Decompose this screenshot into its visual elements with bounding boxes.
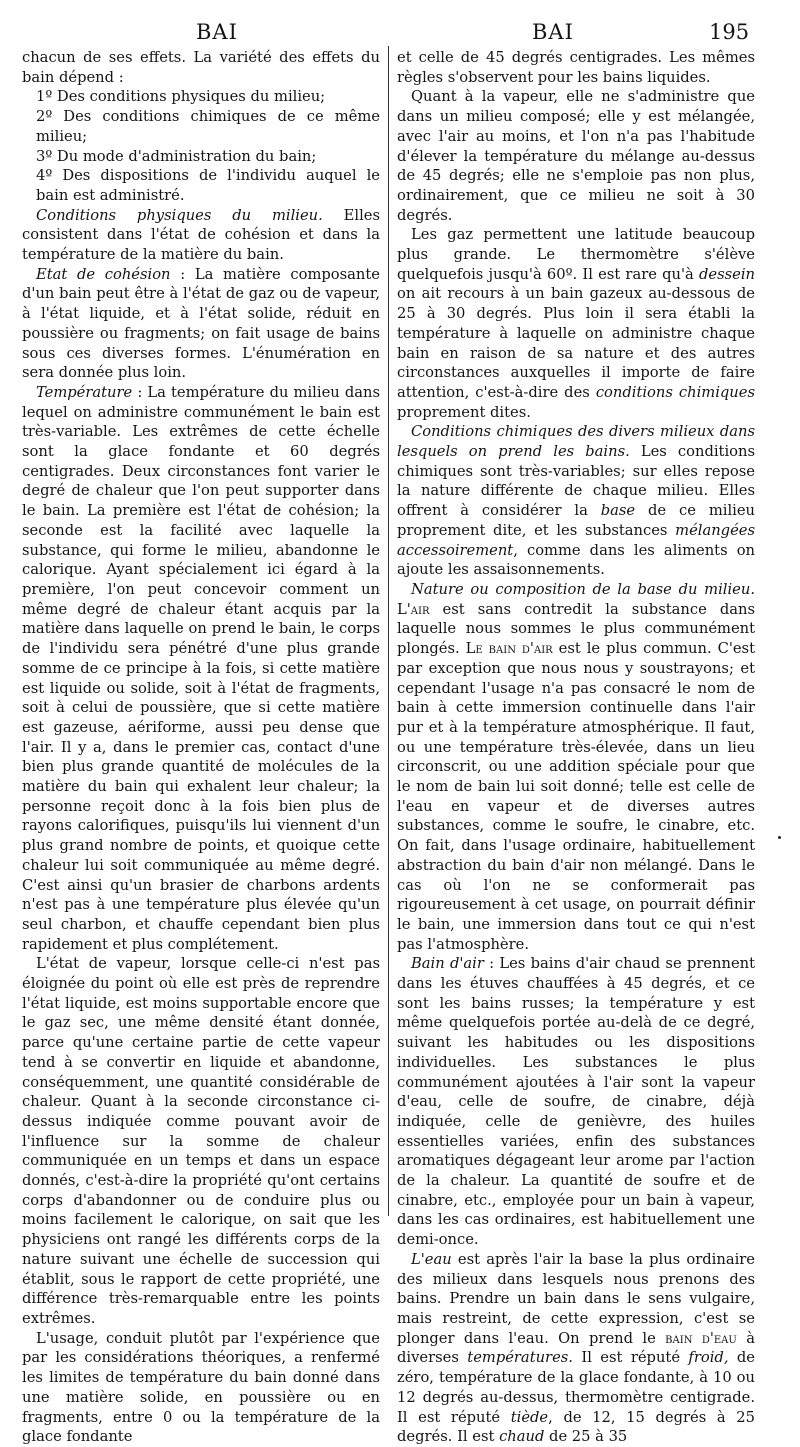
paragraph-text: à diverses (397, 1329, 755, 1367)
running-header (0, 20, 800, 46)
left-column (22, 48, 380, 1447)
section-label: L'eau (411, 1250, 452, 1268)
emphasis: chaud (499, 1428, 545, 1446)
paragraph-text: Les conditions chimiques sont très-variables; sur elles repose la nature différente de chaque milieu. Elles offrent à considérer la (397, 443, 755, 520)
paragraph-text: est le plus commun. C'est par exception que nous nous y soustrayons; et cependant l'usage n'a pas consacré le nom de bain à cette immersion continuelle dans l'air pur et à la température atmosphérique. Il faut, ou une température très-élevée, dans un lieu circonscrit, ou une addition spéciale pour que le nom de bain lui soit donné; telle est celle de l'eau en vapeur et de diverses autres substances, comme le soufre, le cinabre, etc. On fait, dans l'usage ordinaire, habituellement abstraction du bain d'air non mélangé. Dans le cas où l'on ne se conformerait pas rigoureusement à cet usage, on pourrait définir le bain, une immersion dans tout ce qui n'est pas l'atmosphère. (397, 640, 755, 953)
section-label: Etat de cohésion (36, 265, 171, 283)
paragraph-nature-base (397, 580, 755, 954)
emphasis: conditions chimiques (595, 383, 755, 401)
paragraph-text: Elles consistent dans l'état de cohésion et dans la température de la matière du bain. (22, 206, 381, 264)
emphasis: tiède (510, 1408, 549, 1426)
section-label: Nature ou composition de la base du milieu. (411, 580, 755, 598)
column-divider (388, 46, 389, 1216)
emphasis: dessein (698, 265, 755, 283)
paragraph-text: Il est réputé (572, 1349, 689, 1367)
list-item: 2º Des conditions chimiques de ce même milieu; (36, 108, 380, 145)
small-caps-term: L'air (397, 600, 430, 618)
section-label: Conditions chimiques des divers milieux dans lesquels on prend les bains. (397, 423, 755, 461)
paragraph-text: : La matière composante d'un bain peut être à l'état de gaz ou de vapeur, à l'état liquide, et à l'état solide, réduit en poussière ou fragments; on fait usage de bains sous ces diverses formes. L'énumération en sera donnée plus loin. (22, 265, 380, 382)
paragraph-text: de zéro, température de la glace fondante, à 10 ou 12 degrés au-dessus, thermomètre centigrade. Il est réputé (397, 1349, 756, 1426)
paragraph-text: est après l'air la base la plus ordinaire des milieux dans lesquels nous prenons des bains. Prendre un bain dans le sens vulgaire, mais restreint, de cette expression, c'est se plonger dans l'eau. On prend le (397, 1250, 755, 1347)
paragraph-temperature (22, 383, 380, 954)
paragraph-etat-cohesion (22, 265, 380, 383)
paragraph-conditions-physiques (22, 206, 380, 265)
paragraph-intro: chacun de ses effets. La variété des effets du bain dépend : (22, 49, 380, 86)
header-center-word: BAI (532, 20, 574, 44)
section-label: Conditions physiques du milieu. (36, 206, 323, 224)
paragraph-text: proprement dites. (397, 403, 531, 421)
paragraph-etat-vapeur: L'état de vapeur, lorsque celle-ci n'est pas éloignée du point où elle est près de reprendre l'état liquide, est moins supportable encore que le gaz sec, une même densité étant donnée, parce qu'une certaine partie de cette vapeur tend à se convertir en liquide et abandonne, conséquemment, une quantité considérable de chaleur. Quant à la seconde circonstance ci-dessus indiquée comme pouvant avoir de l'influence sur la somme de chaleur communiquée en un temps et dans un espace donnés, c'est-à-dire la propriété qu'ont certains corps d'abandonner ou de conduire plus ou moins facilement le calorique, on sait que les physiciens ont rangé les différents corps de la nature suivant une échelle de succession qui établit, sous le rapport de cette propriété, une différence très-remarquable entre les points extrêmes. (22, 955, 380, 1327)
list-item: 4º Des dispositions de l'individu auquel le bain est administré. (36, 167, 380, 204)
paragraph-text: on ait recours à un bain gazeux au-dessous de 25 à 30 degrés. Plus loin il sera établi la température à laquelle on administre chaque bain en raison de sa nature et des autres circonstances auxquelles il importe de faire attention, c'est-à-dire des (397, 285, 755, 401)
paragraph-usage: L'usage, conduit plutôt par l'expérience que par les considérations théoriques, a renfermé les limites de température du bain donné dans une matière solide, en poussière ou en fragments, entre 0 ou la température de la glace fondante (22, 1329, 380, 1446)
emphasis: températures. (467, 1349, 573, 1367)
paragraph-conditions-chimiques (397, 422, 755, 580)
paragraph-text: , de 12, 15 degrés à 25 degrés. Il est (397, 1408, 755, 1446)
paragraph-gaz (397, 225, 755, 422)
emphasis: froid, (688, 1349, 729, 1367)
small-caps-term: bain d'eau (665, 1329, 737, 1347)
paragraph-continuation: et celle de 45 degrés centigrades. Les mêmes règles s'observent pour les bains liquides. (397, 49, 755, 86)
header-left-word: BAI (196, 20, 238, 44)
paragraph-text: est sans contredit la substance dans laquelle nous sommes le plus communément plongés. (397, 600, 755, 658)
list-item: 1º Des conditions physiques du milieu; (36, 88, 326, 106)
right-column (397, 48, 755, 1447)
section-label: Température (36, 383, 133, 401)
page-number: 195 (709, 20, 750, 44)
section-label: Bain d'air (411, 955, 484, 973)
paragraph-text: Les gaz permettent une latitude beaucoup plus grande. Le thermomètre s'élève quelquefois jusqu'à 60º. Il est rare qu'à (397, 226, 755, 283)
small-caps-term: Le bain d'air (465, 640, 553, 658)
paragraph-text: , comme dans les aliments on ajoute les assaisonnements. (397, 541, 755, 579)
paragraph-text: : Les bains d'air chaud se prennent dans les étuves chauffées à 45 degrés, et ce sont les bains russes; la température y est même quelquefois portée au-delà de ce degré, suivant les habitudes ou les dispositions individuelles. Les substances le plus communément ajoutées à l'air sont la vapeur d'eau, celle de soufre, de cinabre, déjà indiquée, celle de genièvre, des huiles essentielles variées, enfin des substances aromatiques dégageant leur arome par l'action de la chaleur. La quantité de soufre et de cinabre, etc., employée pour un bain à vapeur, dans les cas ordinaires, est habituellement une demi-once. (397, 955, 756, 1249)
emphasis: mélangées accessoirement (397, 521, 755, 559)
paragraph-text: : La température du milieu dans lequel on administre communément le bain est très-variable. Les extrêmes de cette échelle sont la glace fondante et 60 degrés centigrades. Deux circonstances font varier le degré de chaleur que l'on peut supporter dans le bain. La première est l'état de cohésion; la seconde est la facilité avec laquelle la substance, qui forme le milieu, abandonne le calorique. Ayant spécialement ici égard à la première, l'on peut concevoir comment un même degré de chaleur étant acquis par la matière dans laquelle on prend le bain, le corps de l'individu sera pénétré d'une plus grande somme de ce principe à la fois, si cette matière est liquide ou solide, soit à l'état de fragments, soit à celui de poussière, que si cette matière est gazeuse, aériforme, aussi peu dense que l'air. Il y a, dans le premier cas, contact d'une bien plus grande quantité de molécules de la matière du bain qui exhalent leur chaleur; la personne reçoit donc à la fois bien plus de rayons calorifiques, puisqu'ils lui viennent d'un plus grand nombre de points, et quoique cette chaleur lui soit communiquée au même degré. C'est ainsi qu'un brasier de charbons ardents n'est pas à une température plus élevée qu'un seul charbon, et chauffe cependant bien plus rapidement et plus complétement. (22, 383, 380, 953)
paragraph-text: de 25 à 35 (544, 1428, 628, 1446)
paragraph-text: de ce milieu proprement dite, et les substances (397, 502, 755, 539)
list-item: 3º Du mode d'administration du bain; (36, 147, 317, 165)
paragraph-vapeur: Quant à la vapeur, elle ne s'administre que dans un milieu composé; elle y est mélangée, avec l'air au moins, et l'on n'a pas l'habitude d'élever la température du mélange au-dessus de 45 degrés; elle ne s'emploie pas non plus, ordinairement, que ce milieu ne soit à 30 degrés. (397, 88, 755, 224)
paragraph-bain-air (397, 954, 755, 1250)
emphasis: base (600, 502, 636, 520)
margin-mark (778, 836, 781, 839)
paragraph-eau (397, 1250, 755, 1447)
